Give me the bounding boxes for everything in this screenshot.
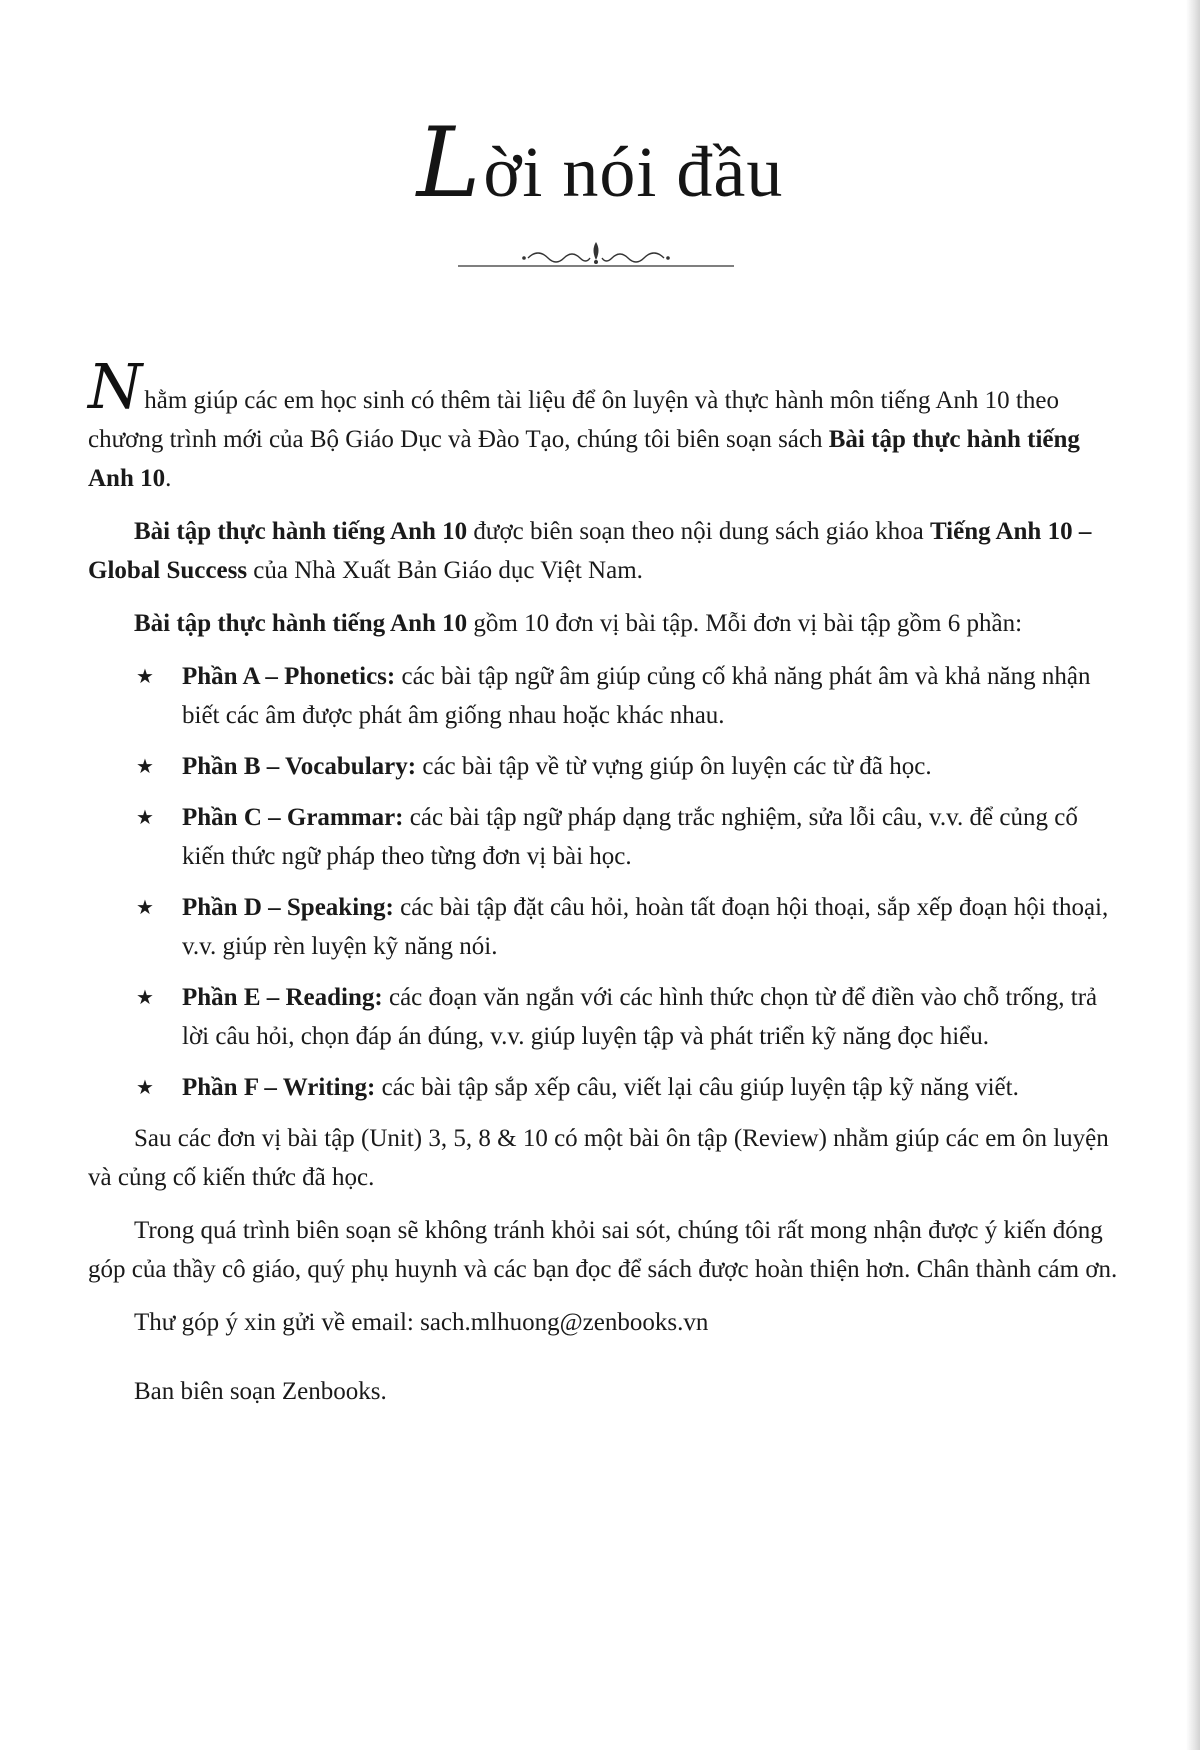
section-text: các đoạn văn ngắn với các hình thức chọn từ để điền vào chỗ trống, trả lời câu hỏi, chọn đáp án đúng, v.v. giúp luyện tập và phát triển kỹ năng đọc hiểu. xyxy=(182,984,1098,1050)
textbook-title-bold: Tiếng Anh 10 – Global Success xyxy=(88,518,1092,584)
section-label: Phần C – Grammar: xyxy=(182,804,404,831)
source-paragraph xyxy=(88,512,1118,590)
signature: Ban biên soạn Zenbooks. xyxy=(134,1378,387,1405)
section-label: Phần E – Reading: xyxy=(182,984,383,1011)
drop-cap: N xyxy=(88,350,143,423)
section-text: các bài tập ngữ âm giúp củng cố khả năng phát âm và khả năng nhận biết các âm được phát âm giống nhau hoặc khác nhau. xyxy=(182,663,1091,729)
list-item xyxy=(88,888,1118,966)
preface-body xyxy=(88,350,1118,1425)
section-text: các bài tập sắp xếp câu, viết lại câu giúp luyện tập kỹ năng viết. xyxy=(375,1074,1019,1101)
source-end: của Nhà Xuất Bản Giáo dục Việt Nam. xyxy=(247,557,643,584)
section-text: các bài tập đặt câu hỏi, hoàn tất đoạn hội thoại, sắp xếp đoạn hội thoại, v.v. giúp rèn luyện kỹ năng nói. xyxy=(182,894,1109,960)
star-bullet-icon: ★ xyxy=(136,895,154,919)
section-label: Phần A – Phonetics: xyxy=(182,663,396,690)
intro-end: . xyxy=(165,465,172,492)
list-item xyxy=(88,657,1118,735)
list-item xyxy=(88,747,1118,786)
section-label: Phần D – Speaking: xyxy=(182,894,394,921)
section-label: Phần F – Writing: xyxy=(182,1074,376,1101)
section-text: các bài tập về từ vựng giúp ôn luyện các từ đã học. xyxy=(416,753,932,780)
email-paragraph: Thư góp ý xin gửi về email: sach.mlhuong@zenbooks.vn xyxy=(134,1309,709,1336)
list-item xyxy=(88,1068,1118,1107)
star-bullet-icon: ★ xyxy=(136,805,154,829)
review-paragraph: Sau các đơn vị bài tập (Unit) 3, 5, 8 & 10 có một bài ôn tập (Review) nhằm giúp các em ôn luyện và củng cố kiến thức đã học. xyxy=(88,1125,1109,1191)
book-title-bold: Bài tập thực hành tiếng Anh 10 xyxy=(88,426,1080,492)
intro-paragraph xyxy=(88,350,1118,498)
section-label: Phần B – Vocabulary: xyxy=(182,753,417,780)
structure-text: gồm 10 đơn vị bài tập. Mỗi đơn vị bài tập gồm 6 phần: xyxy=(467,610,1023,637)
source-book-bold: Bài tập thực hành tiếng Anh 10 xyxy=(134,518,468,545)
star-bullet-icon: ★ xyxy=(136,664,154,688)
title-rest: ời nói đầu xyxy=(483,132,784,212)
title-initial: L xyxy=(416,107,482,219)
structure-paragraph xyxy=(88,604,1118,643)
source-mid: được biên soạn theo nội dung sách giáo khoa xyxy=(467,518,930,545)
section-text: các bài tập ngữ pháp dạng trắc nghiệm, sửa lỗi câu, v.v. để củng cố kiến thức ngữ pháp theo từng đơn vị bài học. xyxy=(182,804,1078,870)
list-item xyxy=(88,978,1118,1056)
list-item xyxy=(88,798,1118,876)
page-title xyxy=(0,107,1200,219)
star-bullet-icon: ★ xyxy=(136,754,154,778)
flourish-divider-icon xyxy=(458,236,734,270)
intro-text: hằm giúp các em học sinh có thêm tài liệu để ôn luyện và thực hành môn tiếng Anh 10 theo chương trình mới của Bộ Giáo Dục và Đào Tạo, chúng tôi biên soạn sách xyxy=(88,387,1059,453)
star-bullet-icon: ★ xyxy=(136,1075,154,1099)
thanks-paragraph: Trong quá trình biên soạn sẽ không tránh khỏi sai sót, chúng tôi rất mong nhận được ý kiến đóng góp của thầy cô giáo, quý phụ huynh và các bạn đọc để sách được hoàn thiện hơn. Chân thành cám ơn. xyxy=(88,1217,1118,1283)
structure-book-bold: Bài tập thực hành tiếng Anh 10 xyxy=(134,610,468,637)
star-bullet-icon: ★ xyxy=(136,985,154,1009)
sections-list xyxy=(88,657,1118,1107)
page-edge-shadow xyxy=(1186,0,1200,1750)
